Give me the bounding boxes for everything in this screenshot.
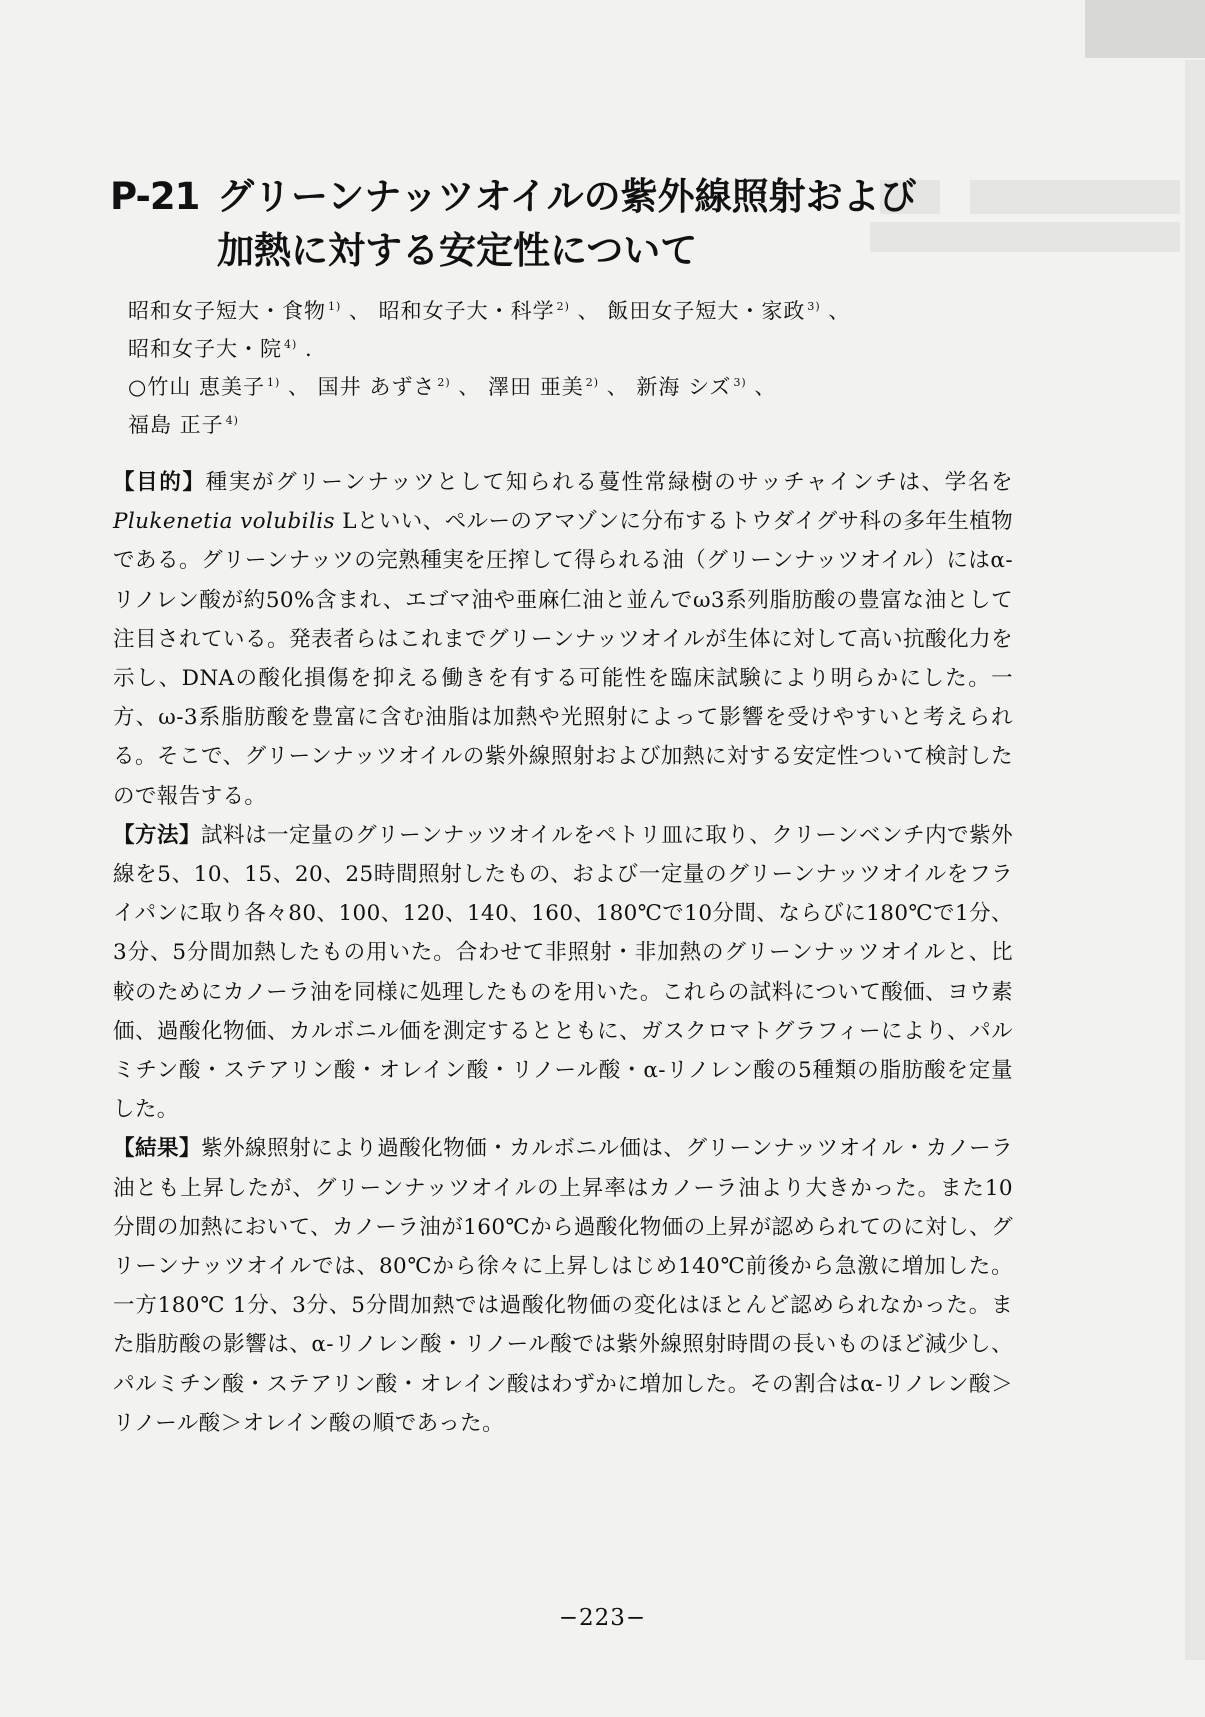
separator: 、	[606, 375, 629, 399]
section-text: Lといい、ペルーのアマゾンに分布するトウダイグサ科の多年生植物である。グリーンナッツの完熟種実を圧搾して得られる油（グリーンナッツオイル）にはα-リノレン酸が約50%含まれ、エゴマ油や亜麻仁油と並んでω3系列脂肪酸の豊富な油として注目されている。発表者らはこれまでグリーンナッツオイルが生体に対して高い抗酸化力を示し、DNAの酸化損傷を抑える働きを有する可能性を臨床試験により明らかにした。一方、ω-3系脂肪酸を豊富に含む油脂は加熱や光照射によって影響を受けやすいと考えられる。そこで、グリーンナッツオイルの紫外線照射および加熱に対する安定性ついて検討したので報告する。	[113, 509, 1013, 809]
author-name: 澤田 亜美	[488, 375, 584, 399]
affiliation: 昭和女子大・科学	[378, 299, 555, 323]
affiliation-marker: 1)	[328, 300, 342, 313]
author-marker: 2)	[585, 376, 600, 389]
title-line-2: 加熱に対する安定性について	[217, 229, 698, 272]
affiliation-line-1	[128, 290, 1088, 328]
section-text: 紫外線照射により過酸化物価・カルボニル価は、グリーンナッツオイル・カノーラ油とも上昇したが、グリーンナッツオイルの上昇率はカノーラ油より大きかった。また10分間の加熱において、カノーラ油が160℃から過酸化物価の上昇が認められてのに対し、グリーンナッツオイルでは、80℃から徐々に上昇しはじめ140℃前後から急激に増加した。一方180℃ 1分、3分、5分間加熱では過酸化物価の変化はほとんど認められなかった。また脂肪酸の影響は、α-リノレン酸・リノール酸では紫外線照射時間の長いものほど減少し、パルミチン酸・ステアリン酸・オレイン酸はわずかに増加した。その割合はα-リノレン酸＞リノール酸＞オレイン酸の順であった。	[113, 1136, 1013, 1436]
affiliation-line-2	[128, 328, 1088, 366]
presentation-id: P-21	[110, 175, 200, 218]
separator: 、	[754, 375, 777, 399]
affiliation: 昭和女子大・院	[128, 337, 282, 361]
section-purpose	[113, 463, 1013, 816]
separator: 、	[348, 299, 371, 323]
section-label: 【目的】	[113, 470, 206, 495]
section-label: 【方法】	[113, 822, 202, 848]
separator: 、	[287, 375, 310, 399]
author-marker: 2)	[437, 376, 451, 389]
author-name: 新海 シズ	[636, 375, 732, 399]
abstract-body	[113, 463, 1013, 1443]
separator: .	[304, 337, 313, 361]
section-text: 種実がグリーンナッツとして知られる蔓性常緑樹のサッチャインチは、学名を	[205, 470, 1013, 495]
species-name: Plukenetia volubilis	[113, 509, 335, 535]
author-block	[128, 290, 1088, 442]
author-line-2	[128, 404, 1088, 442]
scan-edge	[1185, 60, 1205, 1660]
author-name: ○竹山 恵美子	[128, 375, 265, 399]
separator: 、	[577, 299, 600, 323]
author-name: 国井 あずさ	[317, 375, 436, 399]
separator: 、	[458, 375, 481, 399]
separator: 、	[828, 299, 851, 323]
paper-title	[110, 170, 1110, 278]
section-method	[113, 816, 1013, 1130]
scan-shadow	[1085, 0, 1205, 58]
author-marker: 4)	[225, 414, 239, 427]
affiliation-marker: 2)	[556, 300, 570, 313]
author-marker: 3)	[733, 376, 747, 389]
section-text: 試料は一定量のグリーンナッツオイルをペトリ皿に取り、クリーンベンチ内で紫外線を5、10、15、20、25時間照射したもの、および一定量のグリーンナッツオイルをフライパンに取り各々80、100、120、140、160、180℃で10分間、ならびに180℃で1分、3分、5分間加熱したもの用いた。合わせて非照射・非加熱のグリーンナッツオイルと、比較のためにカノーラ油を同様に処理したものを用いた。これらの試料について酸価、ヨウ素価、過酸化物価、カルボニル価を測定するとともに、ガスクロマトグラフィーにより、パルミチン酸・ステアリン酸・オレイン酸・リノール酸・α-リノレン酸の5種類の脂肪酸を定量した。	[113, 822, 1013, 1123]
author-line-1	[128, 366, 1088, 404]
section-result	[113, 1129, 1013, 1443]
author-marker: 1)	[267, 376, 281, 389]
affiliation-marker: 4)	[284, 338, 298, 351]
section-label: 【結果】	[113, 1136, 202, 1162]
author-name: 福島 正子	[128, 413, 224, 437]
affiliation: 昭和女子短大・食物	[128, 299, 326, 323]
page-number: −223−	[558, 1605, 647, 1631]
title-line-1: グリーンナッツオイルの紫外線照射および	[217, 175, 917, 218]
affiliation: 飯田女子短大・家政	[607, 299, 806, 323]
affiliation-marker: 3)	[807, 300, 821, 313]
